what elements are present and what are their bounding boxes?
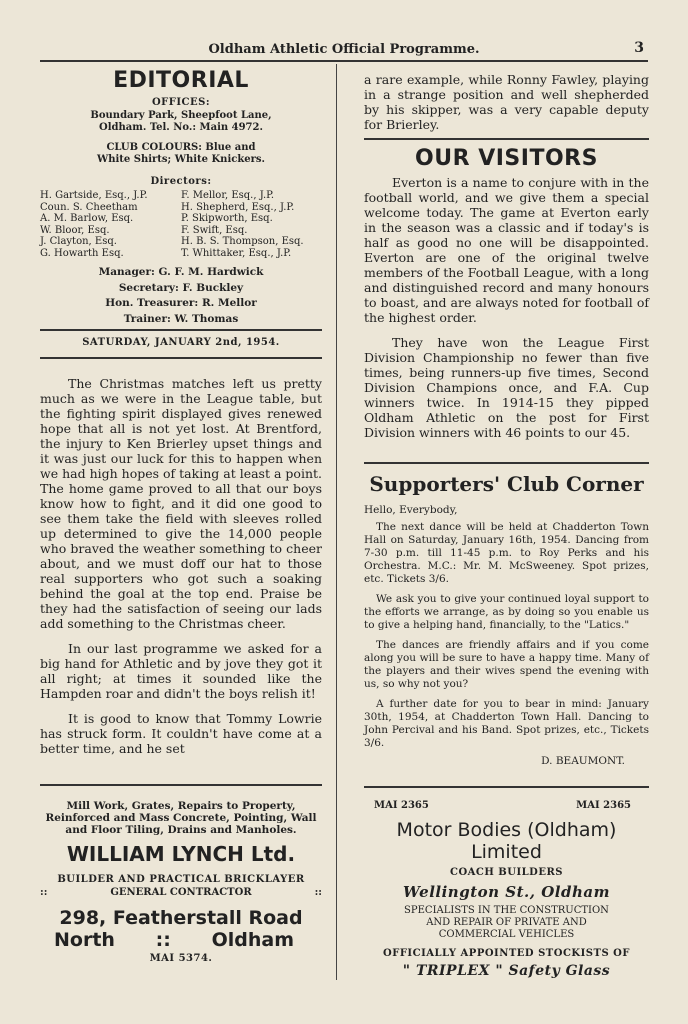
motor-name-2: Limited	[471, 841, 542, 863]
column-divider	[336, 64, 337, 980]
trainer-line: Trainer: W. Thomas	[123, 312, 239, 325]
motor-phone-left: MAI 2365	[374, 800, 429, 811]
colours-line-1: CLUB COLOURS: Blue and	[106, 142, 256, 153]
match-date: SATURDAY, JANUARY 2nd, 1954.	[82, 337, 280, 348]
visitors-rule	[364, 138, 649, 140]
lynch-phone: MAI 5374.	[149, 953, 213, 964]
motor-street: Wellington St., Oldham	[403, 883, 610, 901]
lynch-trade-1: BUILDER AND PRACTICAL BRICKLAYER	[57, 874, 305, 885]
director: W. Bloor, Esq.	[40, 224, 110, 236]
visitors-title: OUR VISITORS	[415, 146, 598, 171]
colours-line-2: White Shirts; White Knickers.	[96, 154, 266, 165]
director: P. Skipworth, Esq.	[181, 213, 273, 224]
editorial-block	[40, 68, 322, 327]
motor-trade: COACH BUILDERS	[449, 867, 564, 878]
visitors-body	[364, 175, 649, 440]
visitors-paragraph: Everton is a name to conjure with in the football world, and we give them a special welcome today. The game at Everton early in the season was a classic and if today's is half as good no one will be disappointed. Everton are one of the original twelve members of the Football League, with a long and distinguished record and many honours to boast, and are always noted for football of the highest order.	[364, 175, 649, 325]
director: F. Mellor, Esq., J.P.	[181, 190, 275, 201]
supporters-paragraph: We ask you to give your continued loyal support to the efforts we arrange, as by doing so you enable us to give a helping hand, financially, to the "Latics."	[364, 593, 649, 631]
header-rule	[40, 60, 648, 62]
director: F. Swift, Esq.	[181, 224, 248, 236]
visitors-section	[364, 146, 649, 450]
director: H. Shepherd, Esq., J.P.	[181, 201, 295, 213]
lynch-advert	[40, 800, 322, 964]
editorial-title: EDITORIAL	[113, 68, 249, 93]
supporters-paragraph: The next dance will be held at Chadderton Town Hall on Saturday, January 16th, 1954. Dancing from 7-30 p.m. till 11-45 p.m. to Roy Perks and his Orchestra. M.C.: Mr. M. McSweeney. Spot prizes, etc. Tickets 3/6.	[364, 521, 649, 585]
director: H. Gartside, Esq., J.P.	[40, 190, 148, 201]
motor-name-1: Motor Bodies (Oldham)	[396, 819, 617, 841]
separator: ::	[314, 887, 322, 898]
directors-left	[40, 190, 181, 259]
directors-right	[181, 190, 322, 259]
lynch-name: WILLIAM LYNCH Ltd.	[66, 842, 296, 866]
lynch-services: Mill Work, Grates, Repairs to Property, Reinforced and Mass Concrete, Pointing, Wall and Floor Tiling, Drains and Manholes.	[45, 800, 317, 836]
motor-phone-row	[364, 800, 649, 811]
offices-label: OFFICES:	[151, 97, 211, 108]
supporters-paragraph: The dances are friendly affairs and if you come along you will be sure to have a happy time. Many of the players and their wives spend the evening with us, so why not you?	[364, 639, 649, 690]
supporters-paragraph: A further date for you to bear in mind: January 30th, 1954, at Chadderton Town Hall. Dancing to John Percival and his Band. Spot prizes, etc., Tickets 3/6.	[364, 698, 649, 749]
secretary-line: Secretary: F. Buckley	[118, 281, 244, 294]
director: G. Howarth Esq.	[40, 247, 124, 259]
running-header: Oldham Athletic Official Programme.	[208, 42, 480, 57]
director: J. Clayton, Esq.	[40, 236, 117, 247]
directors-list	[40, 190, 322, 259]
visitors-paragraph: They have won the League First Division Championship no fewer than five times, being runners-up five times, Second Division Champions once, and F.A. Cup winners twice. In 1914-15 they pipped Oldham Athletic on the post for First Division winners with 46 points to our 45.	[364, 335, 649, 440]
director: A. M. Barlow, Esq.	[40, 213, 134, 224]
directors-label: Directors:	[150, 176, 212, 187]
article-paragraph: It is good to know that Tommy Lowrie has struck form. It couldn't have come at a better time, and he set	[40, 711, 322, 756]
supporters-body	[364, 504, 649, 768]
lynch-address-north: North	[54, 929, 115, 951]
motor-triplex: " TRIPLEX " Safety Glass	[402, 963, 611, 979]
motor-spec-2: AND REPAIR OF PRIVATE AND	[426, 917, 587, 928]
article-paragraph: In our last programme we asked for a big hand for Athletic and by jove they got it all right; at times it sounded like the Hampden roar and didn't the boys relish it!	[40, 641, 322, 701]
offices-line-1: Boundary Park, Sheepfoot Lane,	[90, 110, 272, 121]
director: H. B. S. Thompson, Esq.	[181, 236, 304, 247]
lynch-trade-row	[40, 887, 322, 898]
supporters-section	[364, 472, 649, 768]
lynch-address-2	[40, 929, 322, 951]
supporters-rule	[364, 462, 649, 464]
page-number: 3	[634, 40, 644, 56]
article-paragraph: a rare example, while Ronny Fawley, playing in a strange position and well shepherded by his skipper, was a very capable deputy for Brierley.	[364, 72, 649, 132]
editorial-article	[40, 376, 322, 766]
supporters-signature: D. BEAUMONT.	[541, 755, 625, 767]
director: Coun. S. Cheetham	[40, 201, 138, 213]
motor-bodies-advert	[364, 800, 649, 979]
separator: ::	[40, 887, 48, 898]
treasurer-line: Hon. Treasurer: R. Mellor	[105, 297, 257, 309]
motor-stockists: OFFICIALLY APPOINTED STOCKISTS OF	[383, 948, 630, 959]
lynch-address-1: 298, Featherstall Road	[59, 907, 303, 929]
motor-spec-3: COMMERCIAL VEHICLES	[438, 929, 575, 940]
editorial-rule-top	[40, 329, 322, 331]
supporters-greeting: Hello, Everybody,	[364, 504, 458, 516]
manager-line: Manager: G. F. M. Hardwick	[98, 266, 264, 278]
article-paragraph: The Christmas matches left us pretty much as we were in the League table, but the fighting spirit displayed gives renewed hope that all is not yet lost. At Brentford, the injury to Ken Brierley upset things and it was just our luck for this to happen when we had high hopes of taking at least a point. The home game proved to all that our boys know how to fight, and it did one good to see them take the field with sleeves rolled up determined to give the 14,000 people who braved the weather something to cheer about, and we must doff our hat to those real supporters who got such a soaking behind the goal at the top end. Praise be they had the satisfaction of seeing our lads add something to the Christmas cheer.	[40, 376, 322, 631]
offices-line-2: Oldham. Tel. No.: Main 4972.	[99, 122, 263, 133]
supporters-title: Supporters' Club Corner	[369, 472, 644, 496]
ad-rule-right	[364, 786, 649, 788]
director: T. Whittaker, Esq., J.P.	[181, 247, 292, 259]
ad-rule-left	[40, 784, 322, 786]
separator: ::	[155, 929, 171, 951]
motor-phone-right: MAI 2365	[576, 800, 631, 811]
article-continuation	[364, 72, 649, 142]
motor-spec-1: SPECIALISTS IN THE CONSTRUCTION	[404, 905, 609, 916]
editorial-rule-bottom	[40, 357, 322, 359]
lynch-trade-2: GENERAL CONTRACTOR	[110, 887, 252, 898]
lynch-address-oldham: Oldham	[211, 929, 294, 951]
